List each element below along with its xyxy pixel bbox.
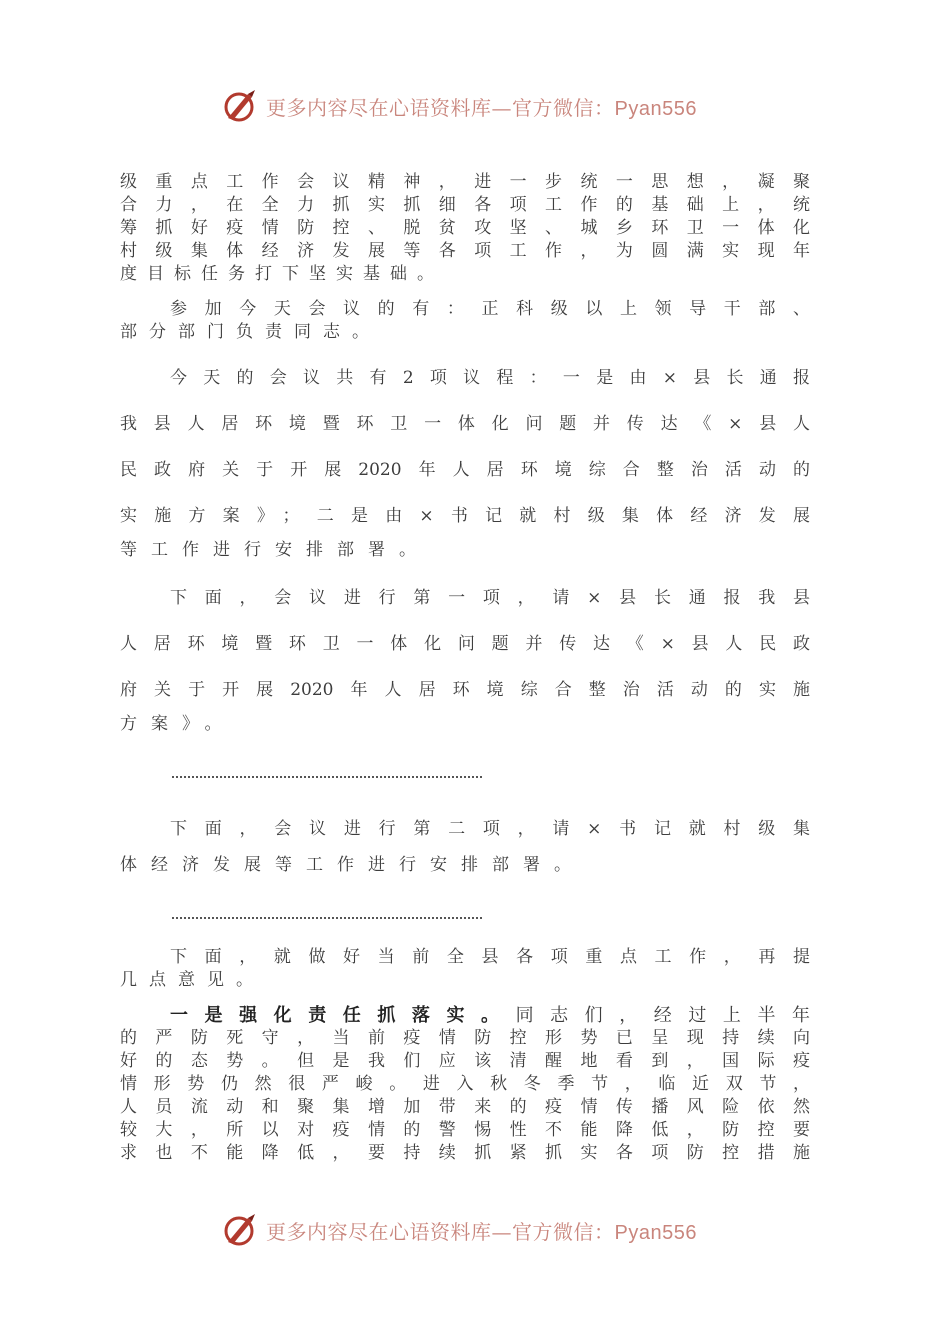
header-banner xyxy=(222,86,697,126)
text-line: 体经济发展等工作进行安排部署。 xyxy=(120,855,585,875)
paragraph-1 xyxy=(120,171,810,286)
text-line: 府关于开展2020年人居环境综合整治活动的实施 xyxy=(120,680,810,700)
text-line: 参加今天会议的有：正科级以上领导干部、 xyxy=(170,299,810,319)
text-line: 人居环境暨环卫一体化问题并传达《×县人民政 xyxy=(120,634,810,654)
ellipsis-separator xyxy=(172,913,482,919)
text-line: 的严防死守，当前疫情防控形势已呈现持续向 xyxy=(120,1028,810,1048)
text-line: 民政府关于开展2020年人居环境综合整治活动的 xyxy=(120,460,810,480)
text-line: 村级集体经济发展等各项工作，为圆满实现年 xyxy=(120,241,810,261)
text-line: 情形势仍然很严峻。进入秋冬季节，临近双节， xyxy=(120,1074,810,1094)
paragraph-2 xyxy=(120,298,810,344)
quill-pen-logo-icon xyxy=(222,1212,258,1248)
text-line: 求也不能降低，要持续抓紧抓实各项防控措施 xyxy=(120,1143,810,1163)
text-line: 方案》。 xyxy=(120,714,236,734)
paragraph-6 xyxy=(120,946,810,992)
text-line: 较大，所以对疫情的警惕性不能降低，防控要 xyxy=(120,1120,810,1140)
text-line: 等工作进行安排部署。 xyxy=(120,540,430,560)
text-line: 筹抓好疫情防控、脱贫攻坚、城乡环卫一体化 xyxy=(120,218,810,238)
paragraph-3 xyxy=(120,367,810,562)
text-line: 好的态势。但是我们应该清醒地看到，国际疫 xyxy=(120,1051,810,1071)
quill-pen-logo-icon xyxy=(222,88,258,124)
text-line: 下面，就做好当前全县各项重点工作，再提 xyxy=(170,947,810,967)
ellipsis-separator xyxy=(172,772,482,778)
paragraph-5 xyxy=(120,818,810,877)
text-line: 我县人居环境暨环卫一体化问题并传达《×县人 xyxy=(120,414,810,434)
text-line: 合力，在全力抓实抓细各项工作的基础上，统 xyxy=(120,195,810,215)
text-line: 下面，会议进行第一项，请×县长通报我县 xyxy=(170,588,810,608)
text-line: 几点意见。 xyxy=(120,970,265,990)
text-line: 人员流动和聚集增加带来的疫情传播风险依然 xyxy=(120,1097,810,1117)
footer-banner xyxy=(222,1210,697,1250)
text-line: 实施方案》；二是由×书记就村级集体经济发展 xyxy=(120,506,810,526)
text-line: 级重点工作会议精神，进一步统一思想，凝聚 xyxy=(120,172,810,192)
text-line: 今天的会议共有2项议程：一是由×县长通报 xyxy=(170,368,810,388)
paragraph-7 xyxy=(120,1004,810,1165)
text-line: 下面，会议进行第二项，请×书记就村级集 xyxy=(170,819,810,839)
banner-text: 更多内容尽在心语资料库—官方微信：Pyan556 xyxy=(266,95,697,120)
banner-text: 更多内容尽在心语资料库—官方微信：Pyan556 xyxy=(266,1219,697,1244)
paragraph-4 xyxy=(120,587,810,736)
text-line: 度目标任务打下坚实基础。 xyxy=(120,264,444,284)
text-line: 一是强化责任抓落实。同志们，经过上半年 xyxy=(170,1005,811,1026)
text-line: 部分部门负责同志。 xyxy=(120,322,381,342)
section-heading: 一是强化责任抓落实。 xyxy=(170,1005,516,1026)
